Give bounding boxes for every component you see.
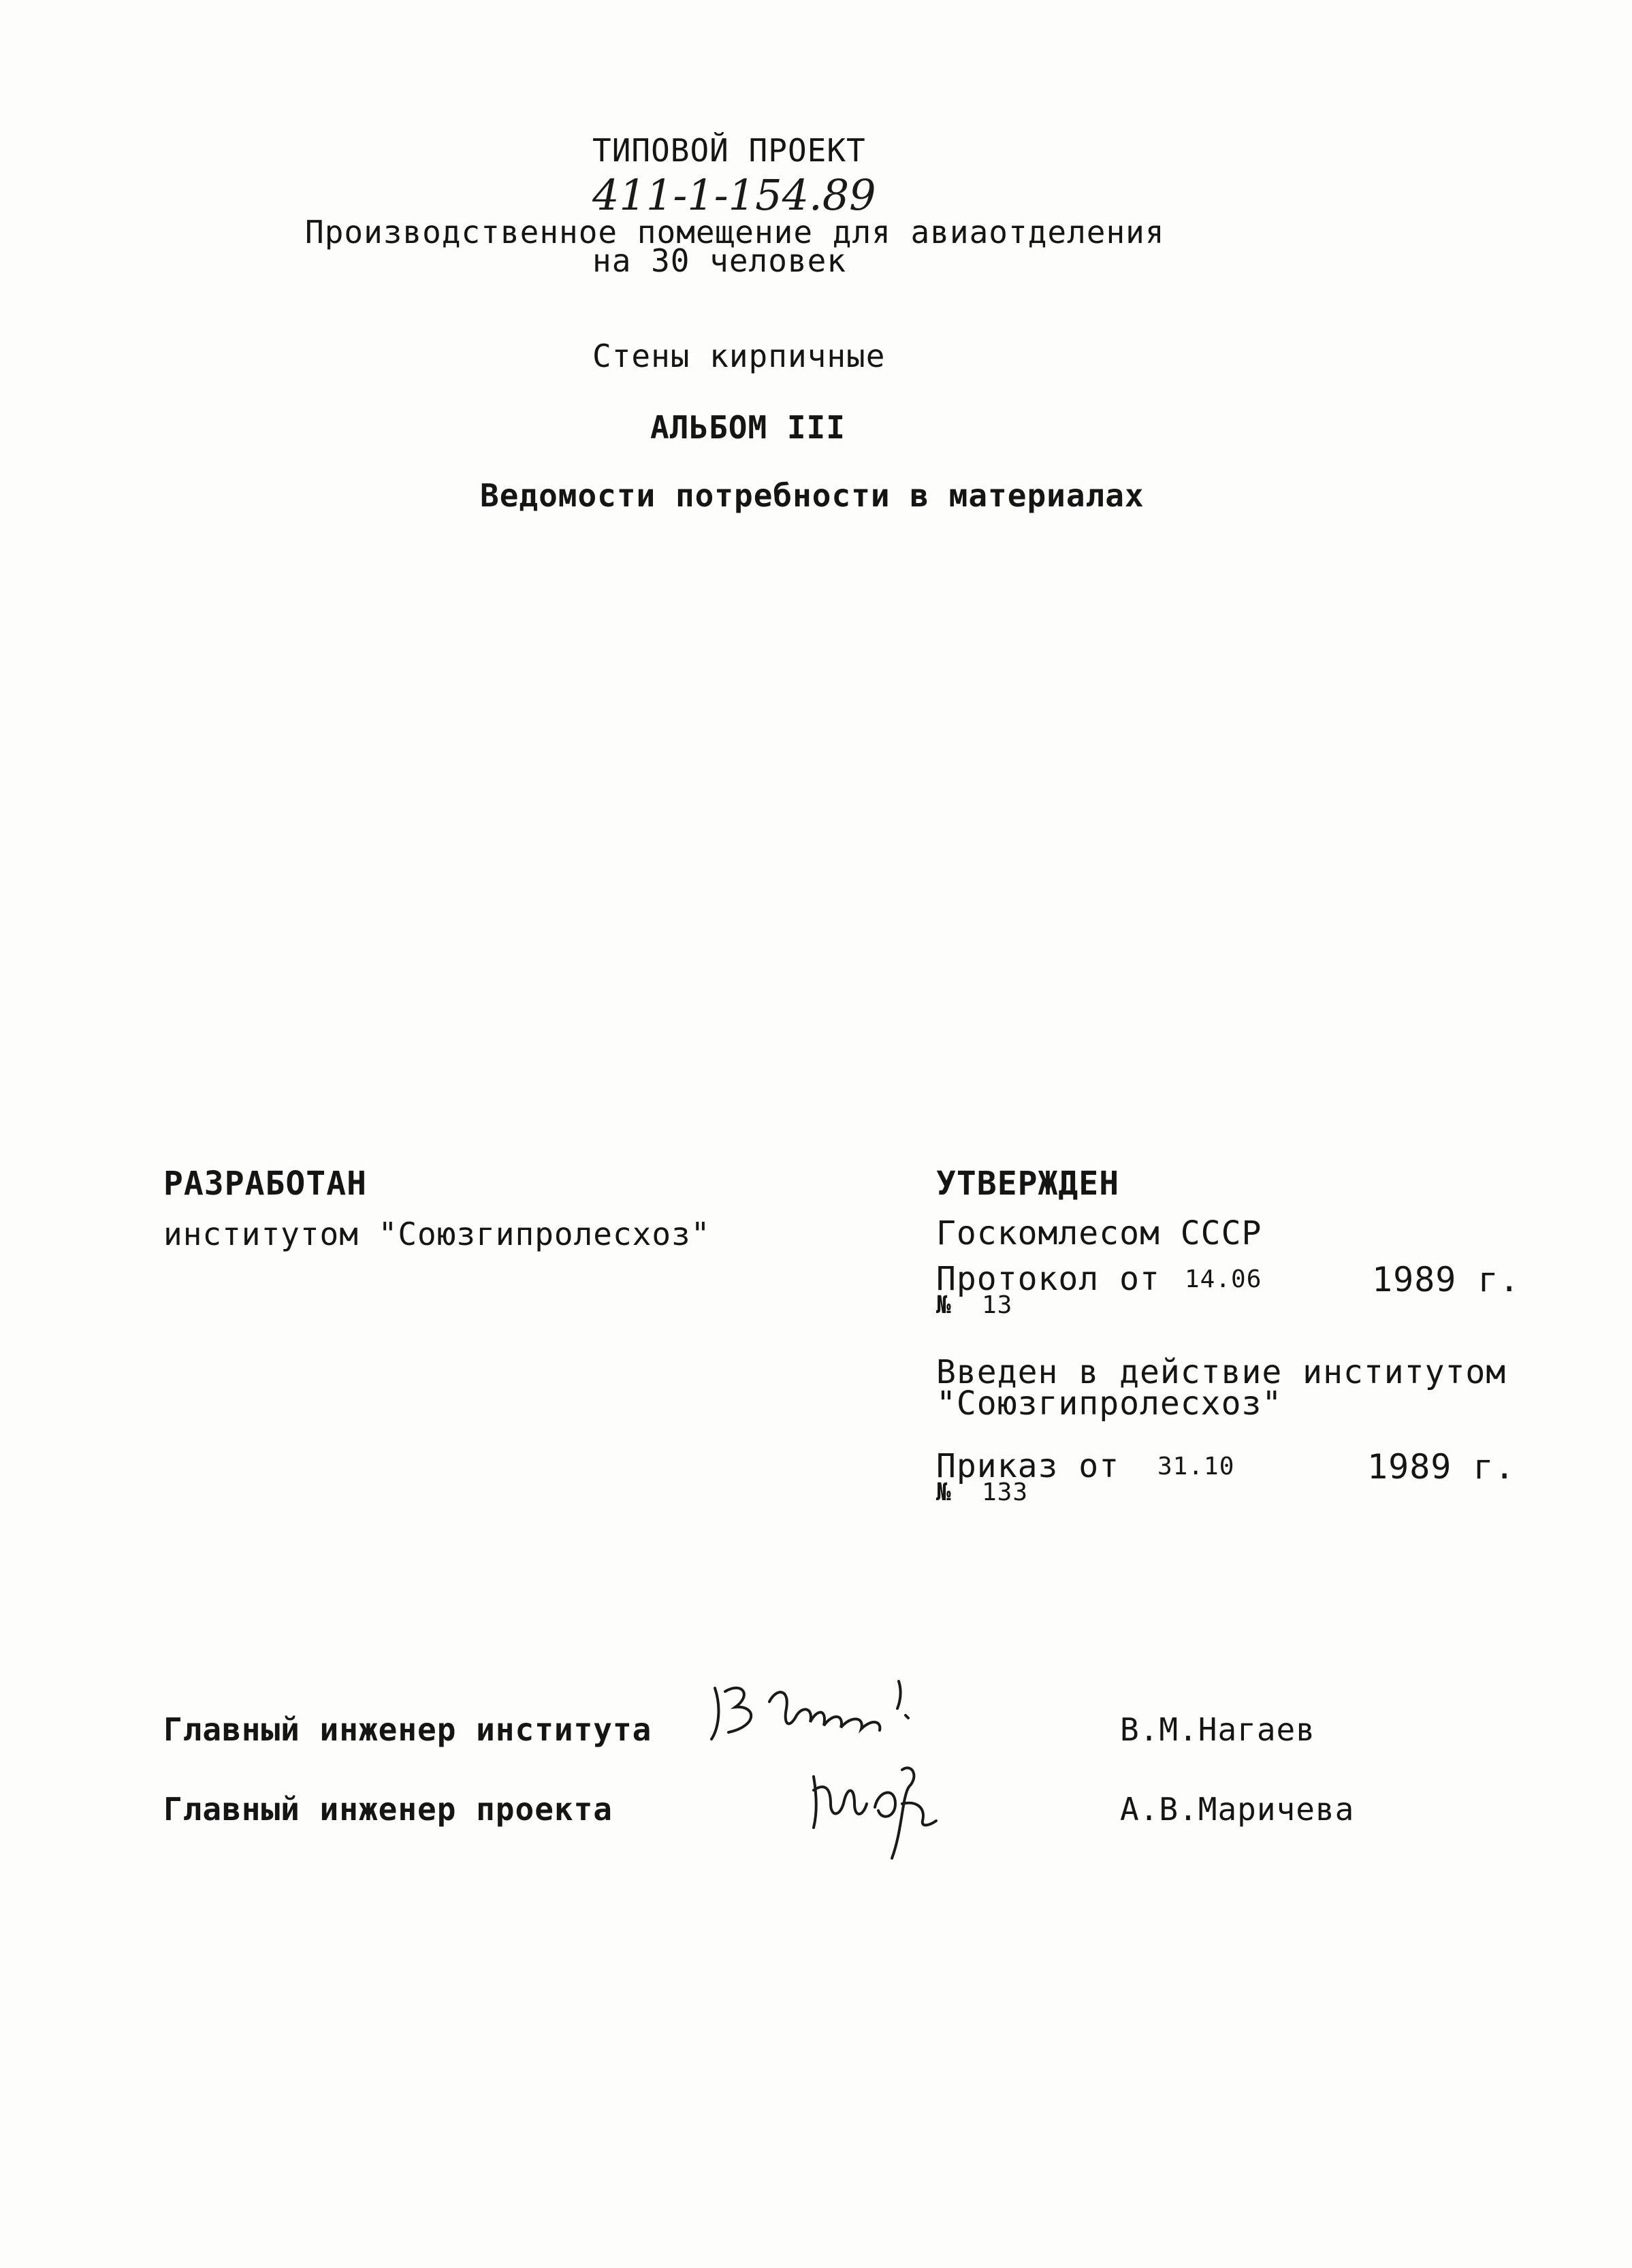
project-title-line2: на 30 человек	[592, 242, 847, 279]
walls-type: Стены кирпичные	[592, 338, 886, 374]
chief-engineer-project-label: Главный инженер проекта	[163, 1791, 613, 1828]
signature-maricheva	[800, 1749, 950, 1865]
album-subtitle: Ведомости потребности в материалах	[480, 477, 1145, 514]
enacted-line2: "Союзгипролесхоз"	[936, 1384, 1283, 1423]
protocol-year: 1989 г.	[1372, 1260, 1520, 1299]
order-year: 1989 г.	[1367, 1447, 1516, 1487]
developed-label: РАЗРАБОТАН	[163, 1165, 367, 1203]
chief-engineer-institute-label: Главный инженер института	[163, 1711, 652, 1748]
enacted-line1: Введен в действие институтом	[936, 1353, 1507, 1391]
approved-by: Госкомлесом СССР	[936, 1214, 1262, 1252]
signature-nagaev	[701, 1668, 933, 1749]
protocol-number-label: №	[936, 1291, 952, 1319]
protocol-date: 14.06	[1185, 1265, 1262, 1293]
doc-type-title: ТИПОВОЙ ПРОЕКТ	[592, 132, 866, 169]
chief-engineer-project-name: А.В.Маричева	[1120, 1791, 1355, 1828]
protocol-number: 13	[982, 1291, 1013, 1319]
order-date: 31.10	[1157, 1453, 1235, 1480]
approved-label: УТВЕРЖДЕН	[936, 1165, 1120, 1203]
project-number: 411-1-154.89	[592, 170, 876, 220]
order-label: Приказ от	[936, 1447, 1120, 1485]
protocol-label: Протокол от	[936, 1260, 1160, 1298]
chief-engineer-institute-name: В.М.Нагаев	[1120, 1711, 1315, 1748]
project-title-line1: Производственное помещение для авиаотделения	[305, 214, 1165, 250]
developed-by: институтом "Союзгипролесхоз"	[163, 1216, 711, 1252]
order-number-label: №	[936, 1478, 952, 1506]
order-number: 133	[982, 1478, 1029, 1506]
album-number: АЛЬБОМ III	[650, 409, 846, 446]
